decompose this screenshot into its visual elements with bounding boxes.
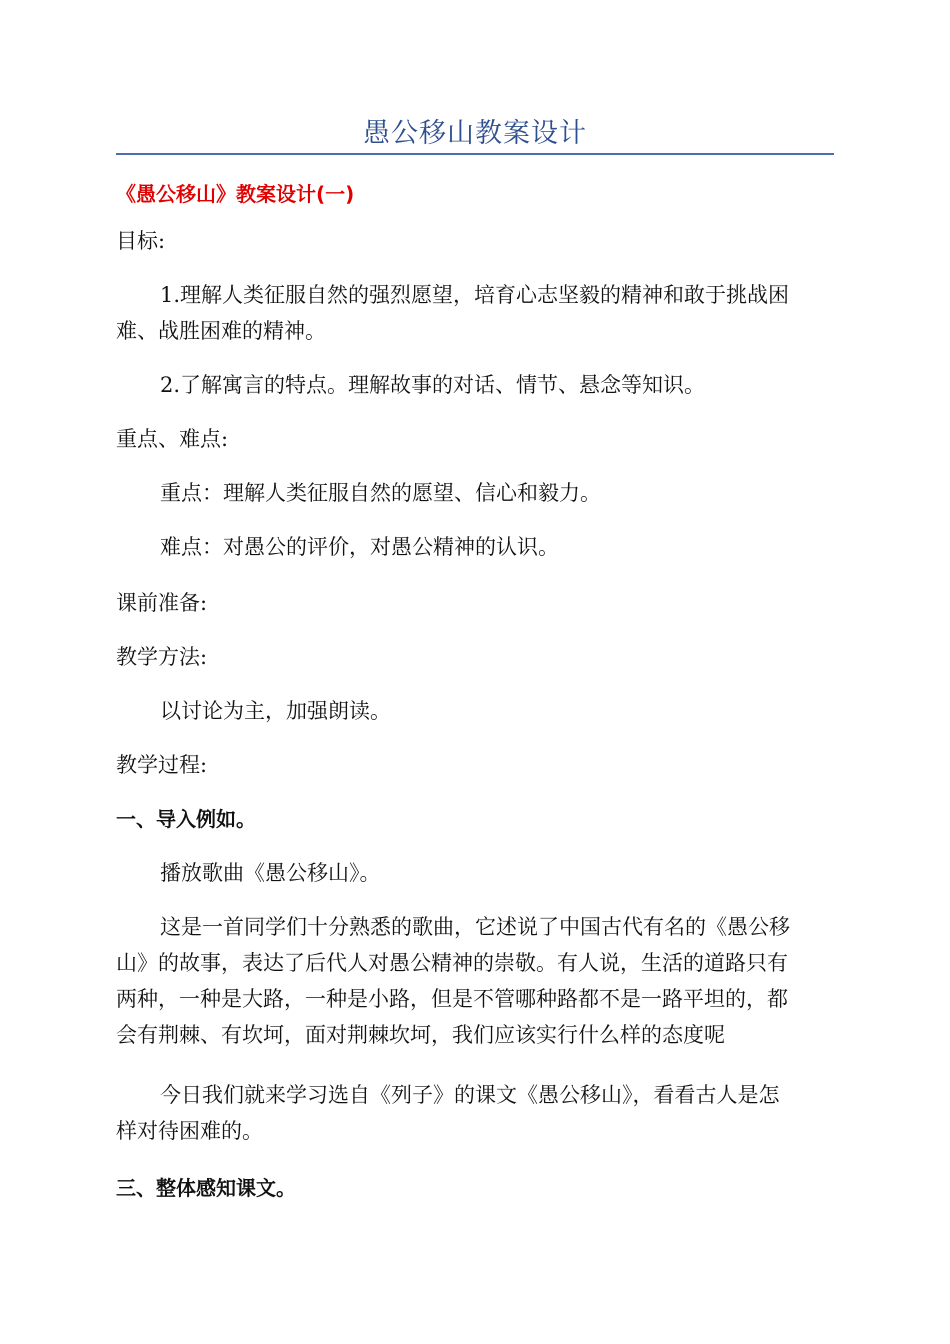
difficult-point: 难点：对愚公的评价，对愚公精神的认识。	[160, 535, 559, 559]
key-point: 重点：理解人类征服自然的愿望、信心和毅力。	[160, 481, 601, 505]
step-3-heading: 三、整体感知课文。	[116, 1176, 296, 1200]
goal-1-line-1: 1.理解人类征服自然的强烈愿望，培育心志坚毅的精神和敢于挑战困	[160, 283, 790, 307]
step-1-paragraph-3-line-2: 样对待困难的。	[116, 1119, 263, 1143]
step-1-paragraph-1: 播放歌曲《愚公移山》。	[160, 861, 381, 885]
step-1-paragraph-2-line-2: 山》的故事，表达了后代人对愚公精神的崇敬。有人说，生活的道路只有	[116, 951, 788, 975]
key-points-label: 重点、难点:	[116, 427, 229, 451]
goals-label: 目标:	[116, 229, 166, 253]
goal-2: 2.了解寓言的特点。理解故事的对话、情节、悬念等知识。	[160, 373, 706, 397]
goal-1-line-2: 难、战胜困难的精神。	[116, 319, 326, 343]
process-label: 教学过程:	[116, 753, 208, 777]
step-1-paragraph-2-line-3: 两种，一种是大路，一种是小路，但是不管哪种路都不是一路平坦的，都	[116, 987, 788, 1011]
step-1-paragraph-2-line-1: 这是一首同学们十分熟悉的歌曲，它述说了中国古代有名的《愚公移	[160, 915, 790, 939]
step-1-heading: 一、导入例如。	[116, 807, 256, 831]
document-title: 愚公移山教案设计	[363, 118, 587, 149]
step-1-paragraph-2-line-4: 会有荆棘、有坎坷，面对荆棘坎坷，我们应该实行什么样的态度呢	[116, 1023, 725, 1047]
method-label: 教学方法:	[116, 645, 208, 669]
step-1-paragraph-3-line-1: 今日我们就来学习选自《列子》的课文《愚公移山》，看看古人是怎	[160, 1083, 780, 1107]
section-heading: 《愚公移山》教案设计(一)	[116, 182, 355, 206]
preparation-label: 课前准备:	[116, 591, 208, 615]
title-underline	[116, 153, 834, 155]
method-text: 以讨论为主，加强朗读。	[160, 699, 391, 723]
